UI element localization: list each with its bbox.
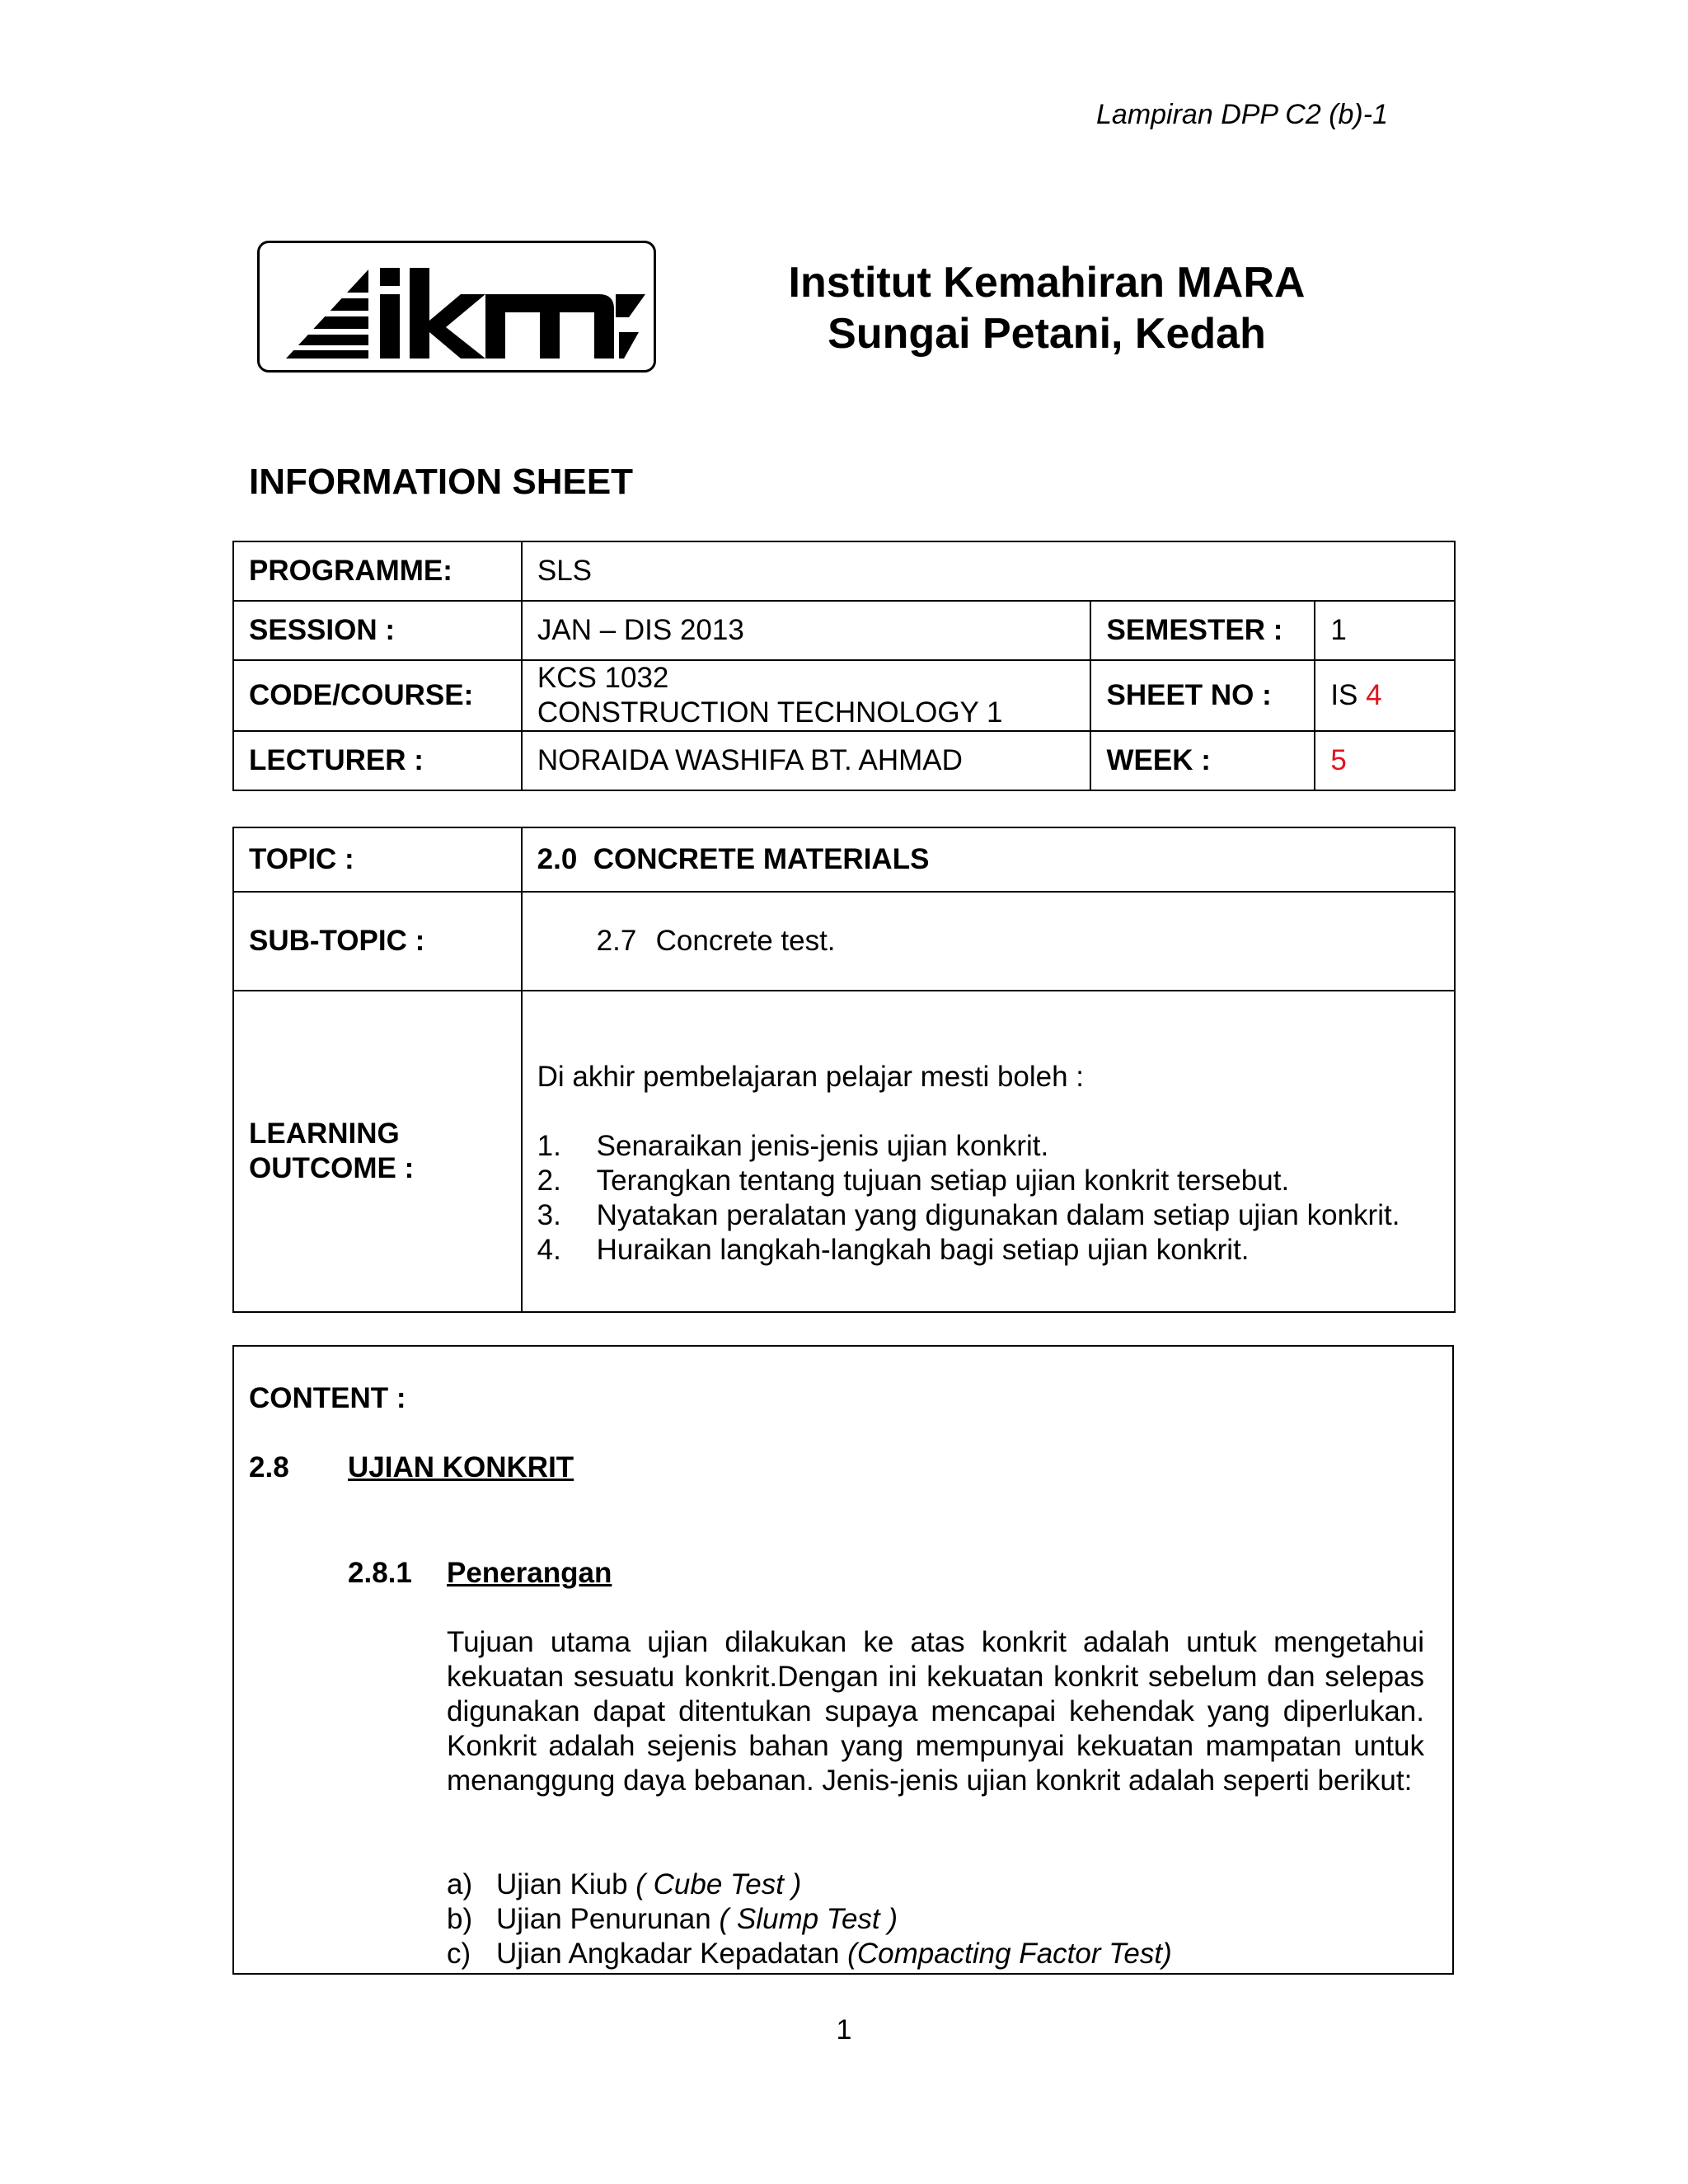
institution-line-2: Sungai Petani, Kedah (828, 310, 1266, 358)
sheet-no-label: SHEET NO : (1090, 660, 1315, 731)
course-name: CONSTRUCTION TECHNOLOGY 1 (537, 696, 1003, 729)
topic-table (232, 827, 1456, 1313)
lecturer-label: LECTURER : (233, 731, 522, 790)
code-course-row (233, 660, 1455, 731)
learning-outcome-row (233, 991, 1455, 1312)
subtopic-value (522, 892, 1455, 991)
institution-line-1: Institut Kemahiran MARA (788, 259, 1306, 307)
list-item: 3. Nyatakan peralatan yang digunakan dalam setiap ujian konkrit. (537, 1199, 1400, 1231)
code-course-label: CODE/COURSE: (233, 660, 522, 731)
subtopic-label: SUB-TOPIC : (233, 892, 522, 991)
course-code: KCS 1032 (537, 662, 669, 694)
list-item: 1. Senaraikan jenis-jenis ujian konkrit. (537, 1130, 1049, 1162)
lecturer-value: NORAIDA WASHIFA BT. AHMAD (522, 731, 1091, 790)
code-course-value (522, 660, 1091, 731)
learning-outcome-label (233, 991, 522, 1312)
session-value: JAN – DIS 2013 (522, 601, 1091, 660)
subsection-number: 2.8.1 (348, 1557, 412, 1589)
list-item: b) Ujian Penurunan ( Slump Test ) (447, 1903, 898, 1935)
subtopic-number: 2.7 (596, 925, 637, 957)
sheet-title: INFORMATION SHEET (249, 462, 634, 502)
ikm-logo (257, 241, 656, 373)
semester-label: SEMESTER : (1090, 601, 1315, 660)
test-list (447, 1868, 1424, 1971)
programme-row (233, 541, 1455, 601)
list-item: 2. Terangkan tentang tujuan setiap ujian konkrit tersebut. (537, 1165, 1290, 1197)
institution-name (725, 257, 1368, 359)
description-paragraph: Tujuan utama ujian dilakukan ke atas konkrit adalah untuk mengetahui kekuatan sesuatu konkrit.Dengan ini kekuatan konkrit sebelum dan selepas digunakan dapat ditentukan supaya mencapai kehendak yang diperlukan. Konkrit adalah sejenis bahan yang mempunyai kekuatan mampatan untuk menanggung daya bebanan. Jenis-jenis ujian konkrit adalah seperti berikut: (447, 1626, 1424, 1797)
lo-label-line-1: LEARNING (249, 1118, 400, 1150)
list-item: 4. Huraikan langkah-langkah bagi setiap ujian konkrit. (537, 1234, 1250, 1266)
topic-label: TOPIC : (233, 827, 522, 892)
programme-value: SLS (522, 541, 1455, 601)
section-title: UJIAN KONKRIT (348, 1451, 574, 1483)
semester-value: 1 (1315, 601, 1455, 660)
lecturer-row (233, 731, 1455, 790)
ikm-logo-graphic (270, 253, 649, 365)
subtopic-row (233, 892, 1455, 991)
topic-row (233, 827, 1455, 892)
sheet-no-prefix: IS (1330, 679, 1358, 711)
content-label: CONTENT : (249, 1382, 406, 1414)
session-label: SESSION : (233, 601, 522, 660)
page-number: 1 (836, 2014, 852, 2046)
lo-list (537, 1129, 1439, 1268)
section-number: 2.8 (249, 1451, 289, 1483)
course-info-table (232, 541, 1456, 791)
learning-outcome-content (522, 991, 1455, 1312)
session-row (233, 601, 1455, 660)
subtopic-text: Concrete test. (655, 925, 836, 957)
subsection-title: Penerangan (447, 1557, 612, 1589)
sheet-no-number: 4 (1366, 679, 1382, 711)
document-reference: Lampiran DPP C2 (b)-1 (1096, 99, 1388, 130)
programme-label: PROGRAMME: (233, 541, 522, 601)
week-label: WEEK : (1090, 731, 1315, 790)
list-item: a) Ujian Kiub ( Cube Test ) (447, 1868, 802, 1900)
sheet-no-value (1315, 660, 1455, 731)
lo-intro: Di akhir pembelajaran pelajar mesti boleh : (537, 1061, 1085, 1093)
lo-label-line-2: OUTCOME : (249, 1152, 415, 1184)
list-item: c) Ujian Angkadar Kepadatan (Compacting Factor Test) (447, 1938, 1172, 1970)
topic-value: 2.0 CONCRETE MATERIALS (522, 827, 1455, 892)
week-value: 5 (1315, 731, 1455, 790)
content-box (232, 1345, 1454, 1975)
